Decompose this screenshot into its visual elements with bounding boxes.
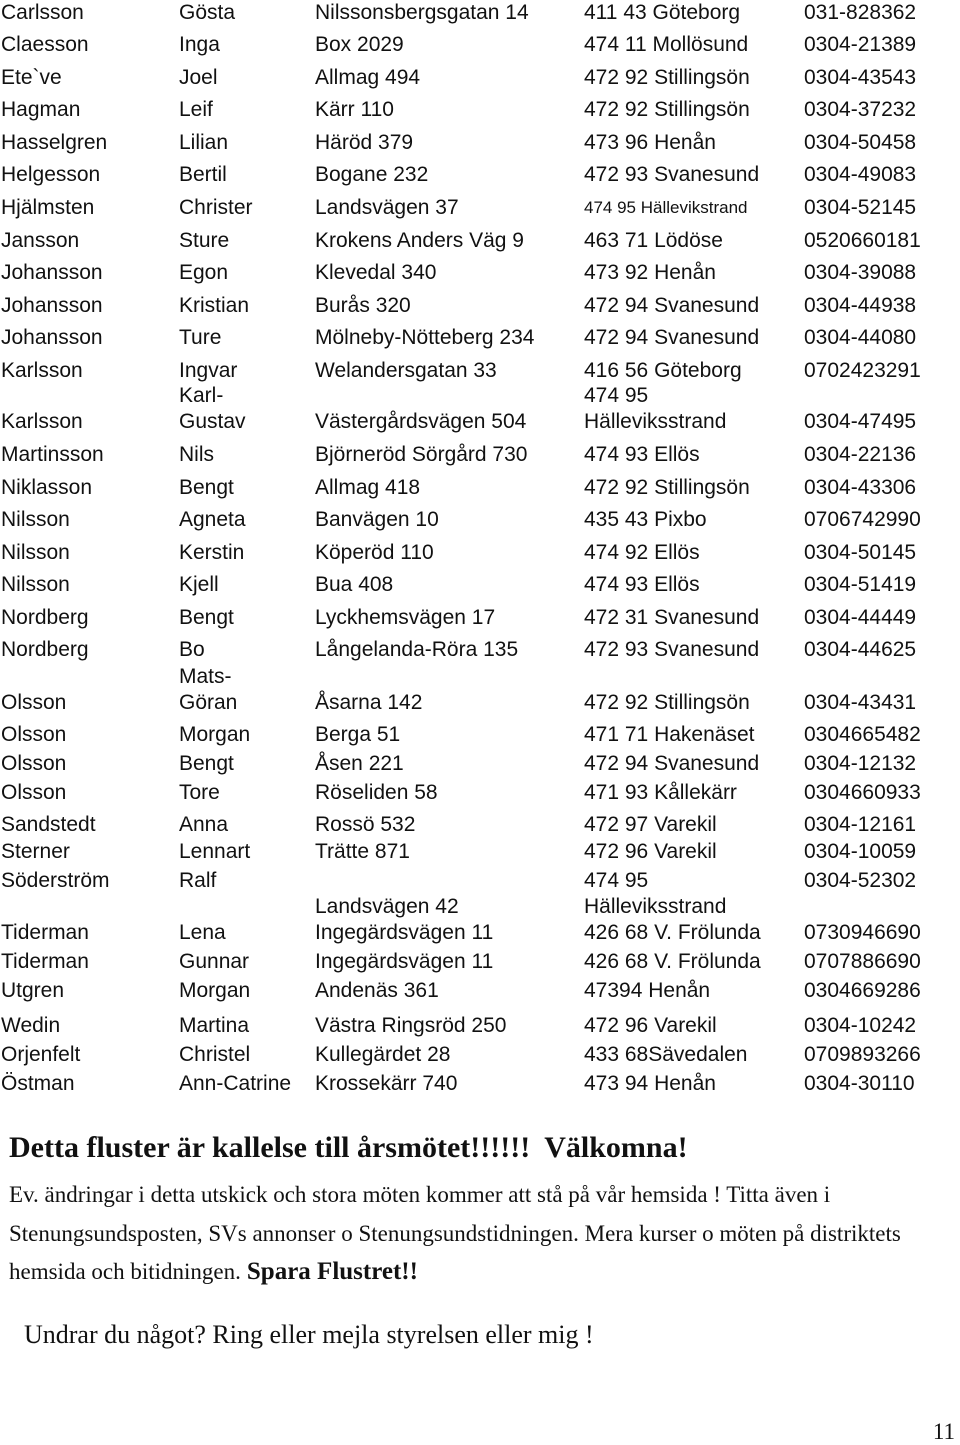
surname: Johansson bbox=[1, 326, 103, 349]
surname: Olsson bbox=[1, 691, 67, 714]
street-address: Bogane 232 bbox=[315, 163, 429, 186]
first-name: Agneta bbox=[179, 508, 246, 531]
first-name: Lena bbox=[179, 921, 226, 944]
street-address: Kärr 110 bbox=[315, 98, 394, 121]
first-name: Egon bbox=[179, 261, 229, 284]
postal-city: 435 43 Pixbo bbox=[584, 508, 707, 531]
first-name: Mats- bbox=[179, 665, 232, 688]
postal-city: 472 96 Varekil bbox=[584, 840, 717, 863]
first-name: Christel bbox=[179, 1043, 251, 1066]
surname: Nilsson bbox=[1, 573, 70, 596]
first-name: Anna bbox=[179, 813, 229, 836]
surname: Martinsson bbox=[1, 443, 104, 466]
phone: 0304-52145 bbox=[804, 196, 917, 219]
surname: Ete`ve bbox=[1, 66, 62, 89]
postal-city: 472 92 Stillingsön bbox=[584, 691, 750, 714]
postal-city: 472 93 Svanesund bbox=[584, 163, 760, 186]
street-address: Ingegärdsvägen 11 bbox=[315, 950, 494, 973]
first-name: Ingvar bbox=[179, 359, 238, 382]
surname: Nilsson bbox=[1, 508, 70, 531]
first-name: Bengt bbox=[179, 476, 234, 499]
phone: 0304-50458 bbox=[804, 131, 917, 154]
first-name: Kjell bbox=[179, 573, 219, 596]
page-number: 11 bbox=[932, 1419, 955, 1444]
street-address: Ingegärdsvägen 11 bbox=[315, 921, 494, 944]
phone: 0730946690 bbox=[804, 921, 921, 944]
phone: 0304-10059 bbox=[804, 840, 917, 863]
first-name: Nils bbox=[179, 443, 214, 466]
postal-city: 473 94 Henån bbox=[584, 1072, 716, 1095]
postal-city: 474 95 Hällevikstrand bbox=[584, 198, 748, 217]
postal-city: 433 68Sävedalen bbox=[584, 1043, 748, 1066]
street-address: Landsvägen 37 bbox=[315, 196, 459, 219]
surname: Karlsson bbox=[1, 410, 83, 433]
surname: Hagman bbox=[1, 98, 81, 121]
phone: 0304660933 bbox=[804, 781, 921, 804]
street-address: Klevedal 340 bbox=[315, 261, 437, 284]
street-address: Landsvägen 42 bbox=[315, 895, 459, 918]
footer-heading bbox=[9, 1131, 688, 1165]
contact-prompt: Undrar du något? Ring eller mejla styrelsen eller mig ! bbox=[24, 1320, 594, 1349]
first-name: Bertil bbox=[179, 163, 227, 186]
surname: Östman bbox=[1, 1072, 75, 1095]
street-address: Banvägen 10 bbox=[315, 508, 439, 531]
first-name: Martina bbox=[179, 1014, 250, 1037]
surname: Helgesson bbox=[1, 163, 101, 186]
surname: Hasselgren bbox=[1, 131, 108, 154]
surname: Wedin bbox=[1, 1014, 61, 1037]
street-address: Häröd 379 bbox=[315, 131, 414, 154]
postal-city: 411 43 Göteborg bbox=[584, 1, 741, 24]
phone: 0304-43431 bbox=[804, 691, 917, 714]
phone: 0304665482 bbox=[804, 723, 921, 746]
postal-city: 471 71 Hakenäset bbox=[584, 723, 755, 746]
postal-city: 472 92 Stillingsön bbox=[584, 98, 750, 121]
street-address: Nilssonsbergsgatan 14 bbox=[315, 1, 529, 24]
first-name: Ann-Catrine bbox=[179, 1072, 292, 1095]
surname: Claesson bbox=[1, 33, 89, 56]
street-address: Björneröd Sörgård 730 bbox=[315, 443, 528, 466]
postal-city: 426 68 V. Frölunda bbox=[584, 921, 761, 944]
first-name: Joel bbox=[179, 66, 218, 89]
first-name: Kerstin bbox=[179, 541, 245, 564]
phone: 0304-12161 bbox=[804, 813, 917, 836]
postal-city: 472 94 Svanesund bbox=[584, 326, 760, 349]
surname: Hjälmsten bbox=[1, 196, 95, 219]
postal-city: 474 93 Ellös bbox=[584, 443, 700, 466]
phone: 0304-44938 bbox=[804, 294, 917, 317]
surname: Tiderman bbox=[1, 950, 89, 973]
street-address: Mölneby-Nötteberg 234 bbox=[315, 326, 535, 349]
street-address: Långelanda-Röra 135 bbox=[315, 638, 519, 661]
phone: 0304-22136 bbox=[804, 443, 917, 466]
welcome-text: Välkomna! bbox=[544, 1131, 688, 1164]
first-name: Morgan bbox=[179, 979, 251, 1002]
street-address: Åsen 221 bbox=[315, 752, 404, 775]
surname: Orjenfelt bbox=[1, 1043, 81, 1066]
first-name: Gustav bbox=[179, 410, 246, 433]
surname: Söderström bbox=[1, 869, 110, 892]
surname: Karlsson bbox=[1, 359, 83, 382]
postal-city: 472 92 Stillingsön bbox=[584, 66, 750, 89]
phone: 0304-43543 bbox=[804, 66, 917, 89]
surname: Tiderman bbox=[1, 921, 89, 944]
street-address: Welandersgatan 33 bbox=[315, 359, 497, 382]
street-address: Trätte 871 bbox=[315, 840, 410, 863]
first-name: Ralf bbox=[179, 869, 217, 892]
phone: 0304-43306 bbox=[804, 476, 917, 499]
postal-city: 463 71 Lödöse bbox=[584, 229, 723, 252]
postal-city: 474 95 bbox=[584, 869, 649, 892]
surname: Nordberg bbox=[1, 638, 89, 661]
phone: 0304-10242 bbox=[804, 1014, 917, 1037]
surname: Olsson bbox=[1, 781, 67, 804]
surname: Nilsson bbox=[1, 541, 70, 564]
postal-city: 472 93 Svanesund bbox=[584, 638, 760, 661]
postal-city: 47394 Henån bbox=[584, 979, 711, 1002]
surname: Utgren bbox=[1, 979, 65, 1002]
surname: Niklasson bbox=[1, 476, 93, 499]
postal-city: 472 96 Varekil bbox=[584, 1014, 717, 1037]
surname: Nordberg bbox=[1, 606, 89, 629]
notice-text: Ev. ändringar i detta utskick och stora möten kommer att stå på vår hemsida ! Titta även i Stenungsundsposten, SVs annonser o Stenungsundstidningen. Mera kurser o möten på distriktets hemsida och bitidningen. bbox=[9, 1182, 901, 1284]
first-name: Sture bbox=[179, 229, 230, 252]
surname: Sterner bbox=[1, 840, 70, 863]
phone: 0304-21389 bbox=[804, 33, 917, 56]
street-address: Box 2029 bbox=[315, 33, 404, 56]
phone: 0304-52302 bbox=[804, 869, 917, 892]
street-address: Bua 408 bbox=[315, 573, 394, 596]
phone: 0706742990 bbox=[804, 508, 921, 531]
phone: 0304-12132 bbox=[804, 752, 917, 775]
phone: 0304-30110 bbox=[804, 1072, 915, 1095]
surname: Sandstedt bbox=[1, 813, 96, 836]
phone: 0707886690 bbox=[804, 950, 921, 973]
street-address: Rossö 532 bbox=[315, 813, 416, 836]
postal-city: 474 93 Ellös bbox=[584, 573, 700, 596]
postal-city: 472 31 Svanesund bbox=[584, 606, 760, 629]
phone: 0702423291 bbox=[804, 359, 921, 382]
first-name: Ture bbox=[179, 326, 222, 349]
postal-city: 472 97 Varekil bbox=[584, 813, 717, 836]
save-reminder: Spara Flustret!! bbox=[246, 1258, 418, 1285]
postal-city: 472 92 Stillingsön bbox=[584, 476, 750, 499]
first-name: Bengt bbox=[179, 752, 234, 775]
phone: 0304-39088 bbox=[804, 261, 917, 284]
street-address: Krossekärr 740 bbox=[315, 1072, 458, 1095]
street-address: Allmag 418 bbox=[315, 476, 421, 499]
postal-city: 416 56 Göteborg bbox=[584, 359, 742, 382]
first-name: Lennart bbox=[179, 840, 251, 863]
postal-city: Hälleviksstrand bbox=[584, 895, 727, 918]
first-name: Kristian bbox=[179, 294, 250, 317]
phone: 0304-37232 bbox=[804, 98, 917, 121]
street-address: Lyckhemsvägen 17 bbox=[315, 606, 496, 629]
first-name: Inga bbox=[179, 33, 220, 56]
meeting-invitation: Detta fluster är kallelse till årsmötet!!!!!! bbox=[9, 1131, 531, 1164]
first-name: Göran bbox=[179, 691, 238, 714]
postal-city: 474 95 bbox=[584, 384, 649, 407]
street-address: Krokens Anders Väg 9 bbox=[315, 229, 524, 252]
postal-city: 473 96 Henån bbox=[584, 131, 716, 154]
street-address: Berga 51 bbox=[315, 723, 401, 746]
street-address: Kullegärdet 28 bbox=[315, 1043, 451, 1066]
street-address: Köperöd 110 bbox=[315, 541, 434, 564]
postal-city: 472 94 Svanesund bbox=[584, 752, 760, 775]
phone: 0520660181 bbox=[804, 229, 921, 252]
notice-paragraph bbox=[9, 1176, 954, 1292]
postal-city: 471 93 Kållekärr bbox=[584, 781, 737, 804]
phone: 031-828362 bbox=[804, 1, 917, 24]
street-address: Åsarna 142 bbox=[315, 691, 423, 714]
street-address: Andenäs 361 bbox=[315, 979, 439, 1002]
surname: Olsson bbox=[1, 723, 67, 746]
phone: 0304-47495 bbox=[804, 410, 917, 433]
postal-city: 473 92 Henån bbox=[584, 261, 716, 284]
phone: 0304-51419 bbox=[804, 573, 917, 596]
first-name: Christer bbox=[179, 196, 253, 219]
phone: 0304-49083 bbox=[804, 163, 917, 186]
first-name: Lilian bbox=[179, 131, 229, 154]
phone: 0709893266 bbox=[804, 1043, 921, 1066]
first-name: Morgan bbox=[179, 723, 251, 746]
surname: Johansson bbox=[1, 294, 103, 317]
postal-city: Hälleviksstrand bbox=[584, 410, 727, 433]
first-name: Leif bbox=[179, 98, 213, 121]
street-address: Västergårdsvägen 504 bbox=[315, 410, 527, 433]
phone: 0304-50145 bbox=[804, 541, 917, 564]
surname: Johansson bbox=[1, 261, 103, 284]
first-name: Bengt bbox=[179, 606, 234, 629]
phone: 0304-44625 bbox=[804, 638, 917, 661]
street-address: Röseliden 58 bbox=[315, 781, 438, 804]
postal-city: 474 92 Ellös bbox=[584, 541, 700, 564]
first-name: Tore bbox=[179, 781, 220, 804]
surname: Olsson bbox=[1, 752, 67, 775]
surname: Jansson bbox=[1, 229, 80, 252]
phone: 0304669286 bbox=[804, 979, 921, 1002]
postal-city: 426 68 V. Frölunda bbox=[584, 950, 761, 973]
phone: 0304-44080 bbox=[804, 326, 917, 349]
phone: 0304-44449 bbox=[804, 606, 917, 629]
postal-city: 472 94 Svanesund bbox=[584, 294, 760, 317]
street-address: Västra Ringsröd 250 bbox=[315, 1014, 507, 1037]
first-name: Gunnar bbox=[179, 950, 250, 973]
first-name: Gösta bbox=[179, 1, 236, 24]
first-name: Bo bbox=[179, 638, 205, 661]
street-address: Allmag 494 bbox=[315, 66, 421, 89]
surname: Carlsson bbox=[1, 1, 84, 24]
first-name: Karl- bbox=[179, 384, 224, 407]
postal-city: 474 11 Mollösund bbox=[584, 33, 749, 56]
street-address: Burås 320 bbox=[315, 294, 411, 317]
